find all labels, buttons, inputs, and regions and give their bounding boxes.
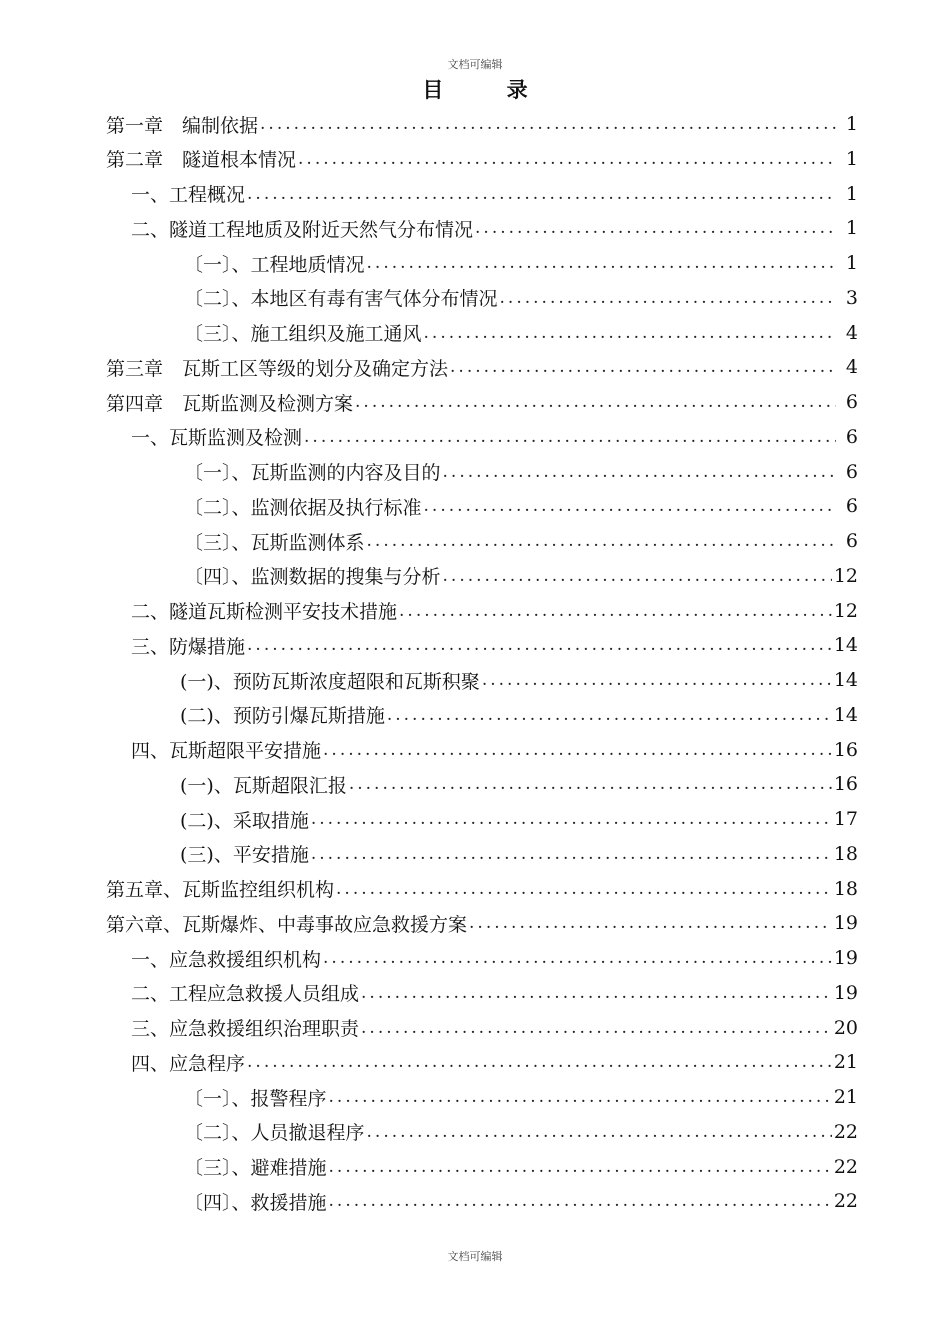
footer-note: 文档可编辑 — [447, 1250, 503, 1263]
toc-dot-leader — [399, 601, 832, 621]
toc-dot-leader — [367, 531, 836, 551]
toc-dot-leader — [475, 218, 836, 238]
toc-entry-page: 6 — [845, 425, 858, 448]
toc-dot-leader — [247, 184, 836, 204]
toc-entry-label: 二、隧道工程地质及附近天然气分布情况 — [131, 218, 474, 241]
toc-entry-page: 12 — [833, 564, 858, 587]
toc-dot-leader — [361, 1018, 832, 1038]
toc-entry-label: (一)、瓦斯超限汇报 — [180, 774, 347, 797]
toc-entry-page: 1 — [845, 252, 858, 274]
toc-entry-label: 一、应急救援组织机构 — [131, 948, 322, 971]
toc-entry[interactable] — [106, 107, 858, 141]
toc-entry[interactable] — [106, 142, 858, 176]
toc-entry-page: 21 — [833, 1051, 858, 1074]
toc-entry[interactable] — [131, 1011, 858, 1045]
toc-entry-page: 22 — [833, 1190, 858, 1213]
toc-entry-page: 14 — [833, 703, 858, 726]
toc-entry[interactable] — [184, 1080, 858, 1114]
toc-entry[interactable] — [106, 872, 858, 906]
toc-entry-page: 4 — [845, 321, 858, 344]
toc-entry-page: 1 — [845, 182, 858, 205]
toc-entry-label: 〔四〕、监测数据的搜集与分析 — [184, 566, 441, 589]
toc-entry-page: 16 — [833, 773, 858, 796]
toc-entry-label: (二)、采取措施 — [180, 809, 309, 832]
toc-dot-leader — [323, 740, 832, 760]
toc-entry-page: 21 — [833, 1086, 858, 1108]
toc-entry-label: (三)、平安措施 — [180, 844, 309, 867]
toc-entry-page: 1 — [845, 217, 858, 240]
toc-dot-leader — [424, 496, 836, 516]
toc-entry-page: 19 — [833, 947, 858, 969]
toc-entry-page: 14 — [833, 634, 858, 657]
toc-entry-label: 二、工程应急救援人员组成 — [131, 983, 360, 1006]
toc-dot-leader — [311, 809, 832, 829]
header-note: 文档可编辑 — [447, 58, 503, 71]
toc-entry-label: 第四章 瓦斯监测及检测方案 — [106, 392, 354, 415]
toc-entry-label: 二、隧道瓦斯检测平安技术措施 — [131, 601, 398, 623]
toc-entry-label: 〔三〕、施工组织及施工通风 — [184, 323, 422, 345]
toc-entry-label: (二)、预防引爆瓦斯措施 — [180, 705, 385, 728]
toc-entry-page: 12 — [833, 599, 858, 622]
toc-entry-page: 6 — [845, 495, 858, 518]
toc-dot-leader — [247, 635, 832, 655]
toc-entry-label: 三、应急救援组织治理职责 — [131, 1018, 360, 1040]
toc-entry-label: 〔一〕、报警程序 — [184, 1087, 327, 1110]
toc-dot-leader — [336, 879, 832, 899]
toc-entry-page: 14 — [833, 669, 858, 691]
toc-entry[interactable] — [180, 802, 858, 836]
toc-entry[interactable] — [184, 524, 858, 558]
toc-entry[interactable] — [184, 455, 858, 489]
toc-entry[interactable] — [180, 663, 858, 697]
toc-entry-page: 4 — [845, 356, 858, 379]
toc-entry-label: 〔三〕、避难措施 — [184, 1157, 327, 1179]
toc-entry-page: 19 — [833, 912, 858, 935]
toc-entry[interactable] — [180, 698, 858, 732]
toc-entry-label: 〔二〕、本地区有毒有害气体分布情况 — [184, 288, 498, 311]
toc-dot-leader — [304, 427, 836, 447]
toc-entry-page: 20 — [833, 1016, 858, 1039]
toc-dot-leader — [349, 774, 832, 794]
toc-entry[interactable] — [131, 1045, 858, 1079]
toc-dot-leader — [355, 392, 836, 412]
toc-entry-label: 〔一〕、工程地质情况 — [184, 253, 365, 276]
toc-entry-page: 17 — [833, 808, 858, 830]
toc-entry-page: 1 — [845, 113, 858, 135]
toc-dot-leader — [443, 566, 832, 586]
toc-entry-label: 第一章 编制依据 — [106, 114, 259, 137]
toc-entry[interactable] — [184, 559, 858, 593]
toc-dot-leader — [443, 462, 836, 482]
toc-entry-label: 〔二〕、监测依据及执行标准 — [184, 496, 422, 519]
toc-entry-label: (一)、预防瓦斯浓度超限和瓦斯积聚 — [180, 670, 480, 693]
toc-dot-leader — [260, 114, 836, 134]
toc-dot-leader — [329, 1191, 832, 1211]
toc-entry-page: 1 — [845, 147, 858, 170]
toc-entry[interactable] — [180, 767, 858, 801]
toc-entry-label: 第六章、瓦斯爆炸、中毒事故应急救援方案 — [106, 913, 468, 936]
toc-entry[interactable] — [106, 385, 858, 419]
toc-dot-leader — [311, 844, 832, 864]
toc-dot-leader — [329, 1157, 832, 1177]
toc-entry[interactable] — [184, 1115, 858, 1149]
toc-entry[interactable] — [131, 733, 858, 767]
toc-entry-page: 3 — [845, 286, 858, 309]
toc-entry-page: 6 — [845, 530, 858, 552]
toc-dot-leader — [247, 1052, 832, 1072]
toc-entry[interactable] — [106, 350, 858, 384]
toc-dot-leader — [361, 983, 832, 1003]
toc-dot-leader — [450, 357, 836, 377]
toc-entry-page: 6 — [845, 391, 858, 413]
toc-entry-label: 第五章、瓦斯监控组织机构 — [106, 879, 335, 901]
toc-entry[interactable] — [184, 281, 858, 315]
toc-entry-label: 一、工程概况 — [131, 184, 246, 206]
toc-entry[interactable] — [106, 906, 858, 940]
toc-entry[interactable] — [184, 246, 858, 280]
toc-dot-leader — [367, 253, 836, 273]
toc-entry-page: 22 — [833, 1120, 858, 1143]
toc-entry-label: 〔三〕、瓦斯监测体系 — [184, 531, 365, 554]
toc-dot-leader — [482, 670, 832, 690]
toc-entry-page: 6 — [845, 460, 858, 483]
toc-entry-page: 16 — [833, 738, 858, 761]
toc-entry-label: 四、瓦斯超限平安措施 — [131, 740, 322, 762]
toc-entry[interactable] — [131, 420, 858, 454]
toc-entry-label: 一、瓦斯监测及检测 — [131, 427, 303, 450]
toc-entry-page: 19 — [833, 981, 858, 1004]
toc-entry-page: 22 — [833, 1155, 858, 1178]
toc-entry[interactable] — [184, 1184, 858, 1218]
toc-dot-leader — [469, 913, 832, 933]
toc-entry[interactable] — [131, 941, 858, 975]
toc-entry[interactable] — [131, 628, 858, 662]
toc-dot-leader — [298, 149, 836, 169]
toc-dot-leader — [367, 1122, 832, 1142]
toc-entry[interactable] — [131, 976, 858, 1010]
toc-entry[interactable] — [184, 1150, 858, 1184]
page-title: 目 录 — [422, 78, 556, 102]
toc-entry-label: 三、防爆措施 — [131, 635, 246, 658]
toc-entry-label: 〔二〕、人员撤退程序 — [184, 1122, 365, 1145]
toc-dot-leader — [387, 705, 832, 725]
toc-entry[interactable] — [184, 489, 858, 523]
toc-entry-label: 〔一〕、瓦斯监测的内容及目的 — [184, 462, 441, 484]
toc-entry[interactable] — [184, 316, 858, 350]
toc-entry-label: 第二章 隧道根本情况 — [106, 149, 297, 172]
toc-dot-leader — [323, 948, 832, 968]
toc-entry-label: 〔四〕、救援措施 — [184, 1191, 327, 1214]
toc-entry-label: 四、应急程序 — [131, 1052, 246, 1075]
toc-entry[interactable] — [131, 177, 858, 211]
toc-dot-leader — [329, 1087, 832, 1107]
toc-entry-page: 18 — [833, 877, 858, 900]
toc-entry[interactable] — [180, 837, 858, 871]
toc-entry[interactable] — [131, 211, 858, 245]
toc-entry-label: 第三章 瓦斯工区等级的划分及确定方法 — [106, 357, 449, 380]
toc-dot-leader — [500, 288, 836, 308]
toc-dot-leader — [424, 323, 836, 343]
toc-entry-page: 18 — [833, 842, 858, 865]
toc-entry[interactable] — [131, 594, 858, 628]
